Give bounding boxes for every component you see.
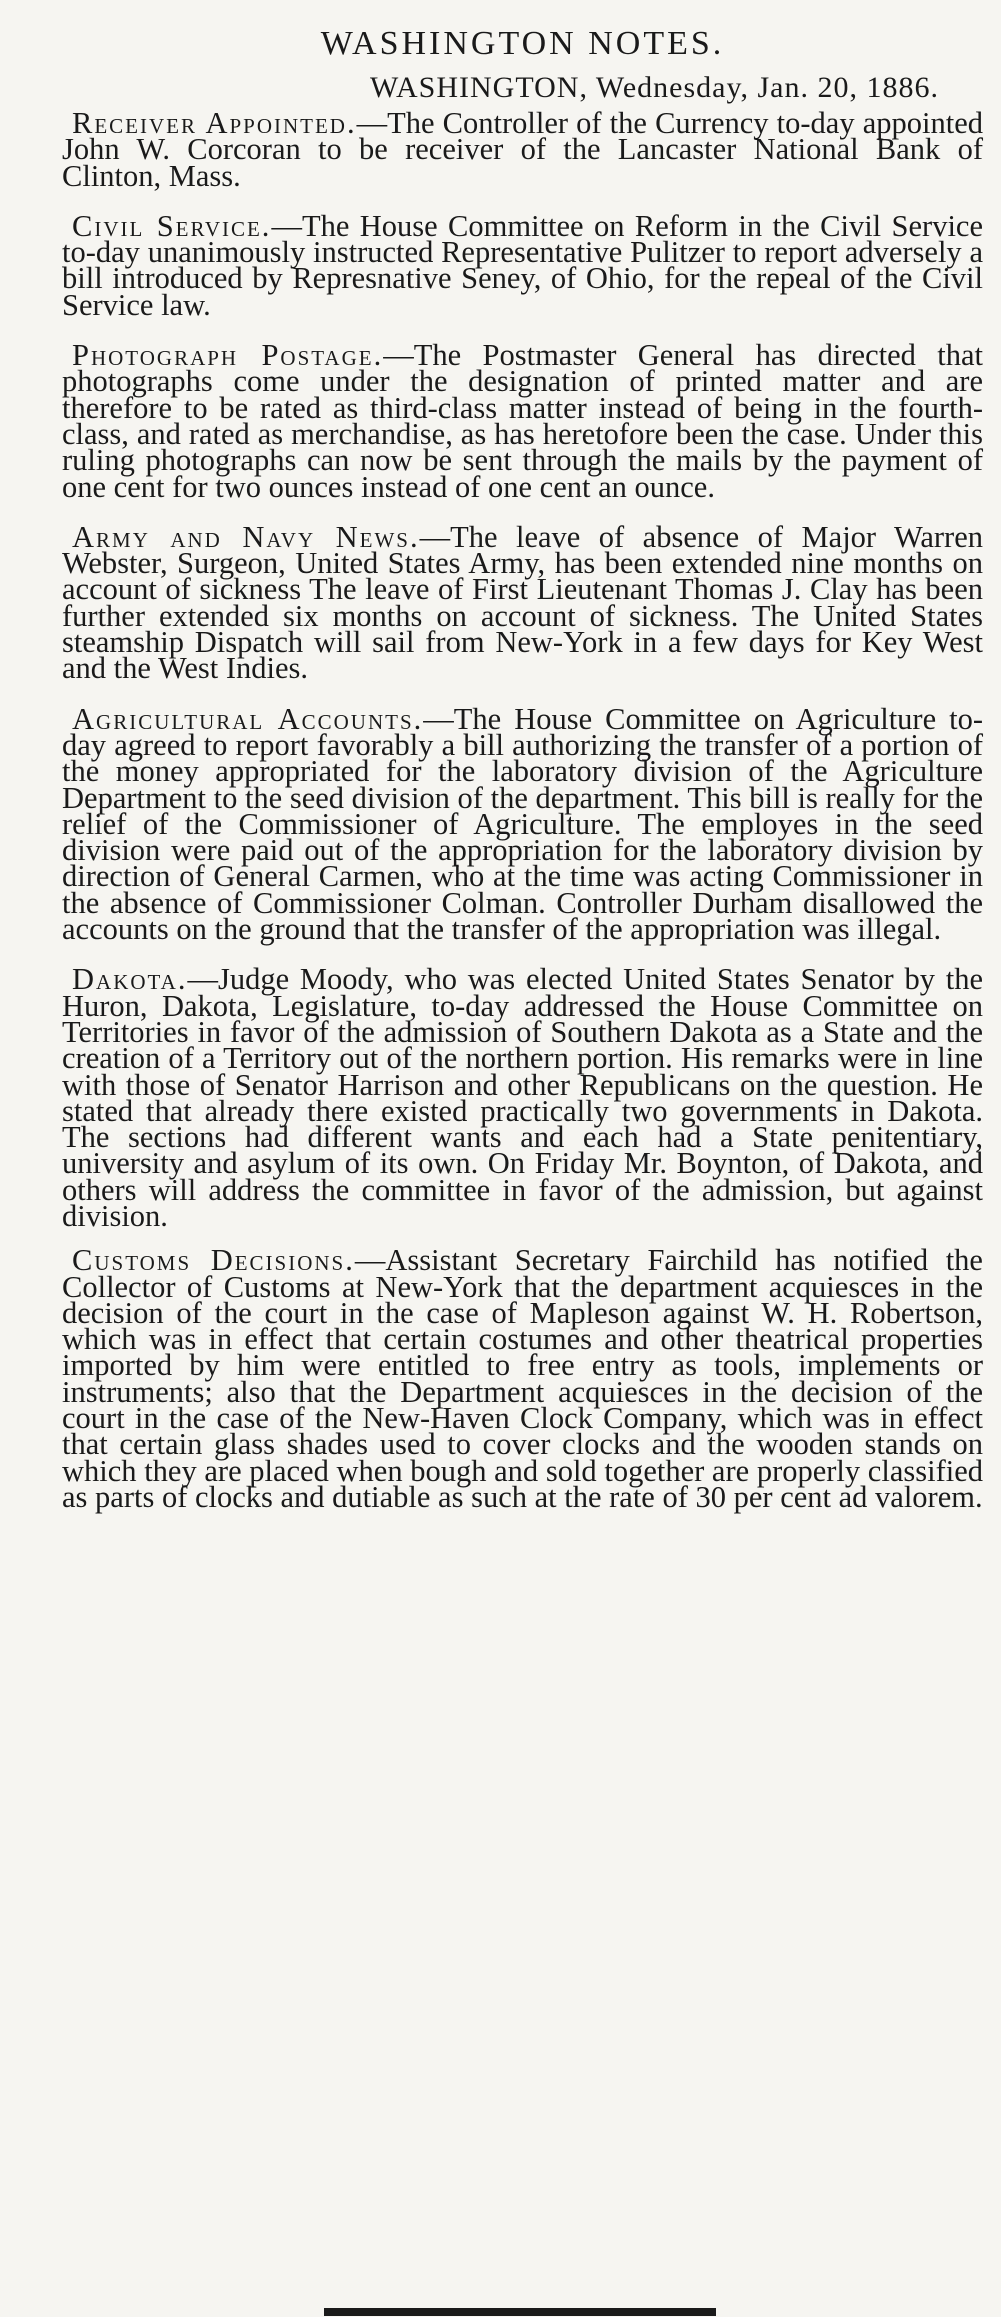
item-text: —Judge Moody, who was elected United States Senator by the Huron, Dakota, Legislature, to-day addressed the House Committee on Territories in favor of the admission of Southern Dakota as a State and the creation of a Territory out of the northern portion. His remarks were in line with those of Senator Harrison and other Republicans on the question. He stated that already there existed practically two governments in Dakota. The sections had different wants and each had a State penitentiary, university and asylum of its own. On Friday Mr. Boynton, of Dakota, and others will address the committee in favor of the admission, but against division.	[62, 962, 983, 1233]
item-photograph-postage	[62, 338, 984, 504]
item-army-navy-news	[62, 519, 983, 686]
item-topic: Dakota.	[72, 962, 188, 997]
item-text: —The House Committee on Reform in the Civil Service to-day unanimously instructed Representative Pulitzer to report adversely a bill introduced by Represnative Seney, of Ohio, for the repeal of the Civil Service law.	[62, 208, 983, 322]
item-topic: Customs Decisions.	[72, 1243, 355, 1278]
item-text: —The House Committee on Agriculture to-day agreed to report favorably a bill authorizing the transfer of a portion of the money appropriated for the laboratory division of the Agriculture Department to the seed division of the department. This bill is really for the relief of the Commissioner of Agriculture. The employes in the seed division were paid out of the appropriation for the laboratory division by direction of General Carmen, who at the time was acting Commissioner in the absence of Commissioner Colman. Controller Durham disallowed the accounts on the ground that the transfer of the appropriation was illegal.	[62, 701, 984, 947]
item-topic: Army and Navy News.	[72, 519, 420, 554]
item-agricultural-accounts	[62, 701, 984, 947]
item-text: —Assistant Secretary Fairchild has notified the Collector of Customs at New-York that the department acquiesces in the decision of the court in the case of Mapleson against W. H. Robertson, which was in effect that certain costumes and other theatrical properties imported by him were entitled to free entry as tools, implements or instruments; also that the Department acquiesces in the decision of the court in the case of the New-Haven Clock Company, which was in effect that certain glass shades used to cover clocks and the wooden stands on which they are placed when bough and sold together are properly classified as parts of clocks and dutiable as such at the rate of 30 per cent ad valorem.	[62, 1243, 983, 1514]
item-text: —The leave of absence of Major Warren Webster, Surgeon, United States Army, has been extended nine months on account of sickness The leave of First Lieutenant Thomas J. Clay has been further extended six months on account of sickness. The United States steamship Dispatch will sail from New-York in a few days for Key West and the West Indies.	[62, 519, 983, 686]
item-text: —The Postmaster General has directed that photographs come under the designation of printed matter and are therefore to be rated as third-class matter instead of being in the fourth-class, and rated as merchandise, as has heretofore been the case. Under this ruling photographs can now be sent through the mails by the payment of one cent for two ounces instead of one cent an ounce.	[62, 338, 984, 504]
item-receiver-appointed	[62, 106, 983, 193]
article-dateline: WASHINGTON, Wednesday, Jan. 20, 1886.	[370, 71, 939, 104]
section-divider-rule	[324, 2308, 716, 2316]
item-topic: Agricultural Accounts.	[72, 701, 424, 736]
item-topic: Photograph Postage.	[72, 338, 384, 373]
item-civil-service	[62, 208, 983, 322]
item-text: —The Controller of the Currency to-day appointed John W. Corcoran to be receiver of the Lancaster National Bank of Clinton, Mass.	[62, 106, 983, 193]
item-topic: Receiver Appointed.	[72, 106, 357, 140]
item-topic: Civil Service.	[72, 208, 272, 243]
article-headline: WASHINGTON NOTES.	[320, 25, 725, 62]
item-customs-decisions	[62, 1243, 983, 1514]
item-dakota	[62, 962, 983, 1233]
